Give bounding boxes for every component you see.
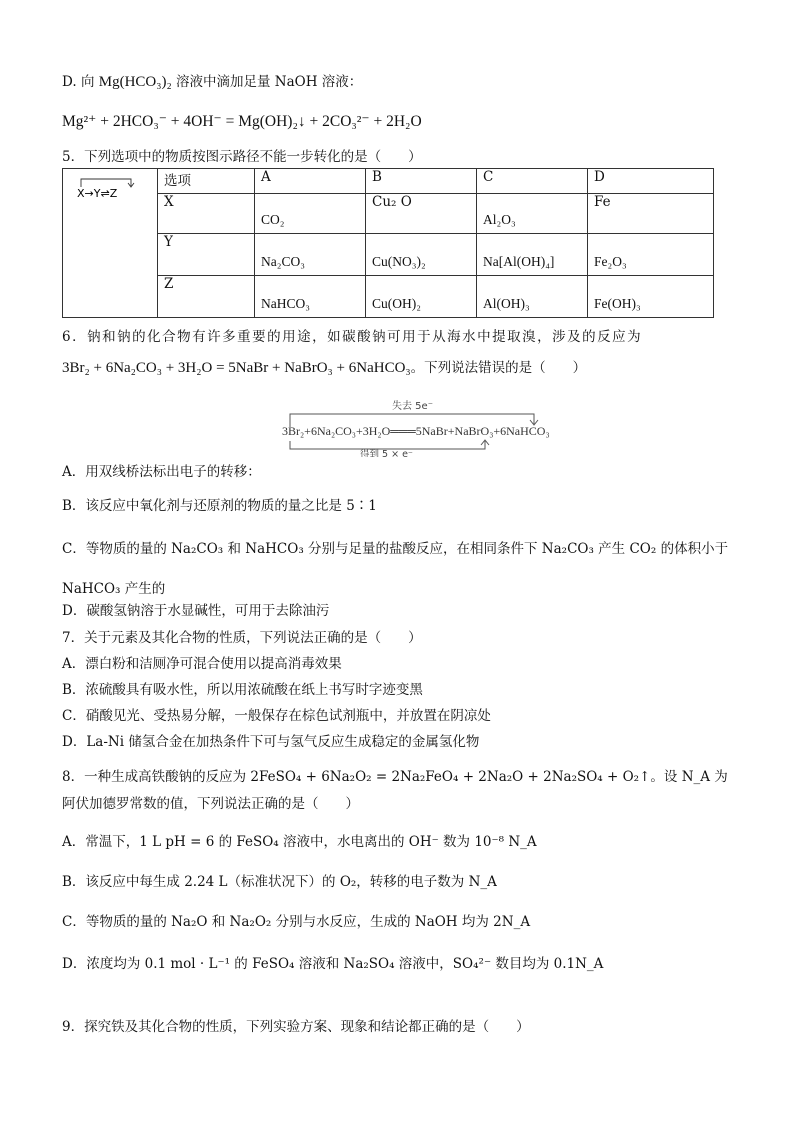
- q6-equation: 3Br₂ + 6Na₂CO₃ + 3H₂O = 5NaBr + NaBrO₃ + 6NaHCO₃: [62, 360, 411, 376]
- cell-x-b: Cu₂ O: [366, 194, 477, 234]
- q8-option-b: B．该反应中每生成 2.24 L（标准状况下）的 O₂，转移的电子数为 N_A: [62, 874, 497, 890]
- diagram-label: X→Y⇌Z: [77, 187, 118, 200]
- q6-option-c: C．等物质的量的 Na₂CO₃ 和 NaHCO₃ 分别与足量的盐酸反应，在相同条件下 Na₂CO₃ 产生 CO₂ 的体积小于 NaHCO₃ 产生的: [62, 541, 729, 597]
- q8-option-d: D．浓度均为 0.1 mol · L⁻¹ 的 FeSO₄ 溶液和 Na₂SO₄ 溶液中，SO₄²⁻ 数目均为 0.1N_A: [62, 956, 604, 972]
- cell-z-c: Al(OH)₃: [477, 276, 588, 318]
- q6-stem: 6．钠和钠的化合物有许多重要的用途，如碳酸钠可用于从海水中提取溴，涉及的反应为: [62, 329, 643, 345]
- q5-diagram-cell: [63, 169, 158, 318]
- q8-option-a: A．常温下，1 L pH = 6 的 FeSO₄ 溶液中，水电离出的 OH⁻ 数为 10⁻⁸ N_A: [62, 834, 537, 850]
- header-b: B: [366, 169, 477, 194]
- electron-transfer-diagram: [280, 397, 640, 457]
- cell-x-a: CO₂: [255, 194, 366, 234]
- double-bridge-diagram: [280, 397, 640, 457]
- cell-z-a: NaHCO₃: [255, 276, 366, 318]
- q7-option-a: A．漂白粉和洁厕净可混合使用以提高消毒效果: [62, 656, 342, 672]
- row-label-y: Y: [158, 234, 255, 276]
- header-a: A: [255, 169, 366, 194]
- q8-option-c: C．等物质的量的 Na₂O 和 Na₂O₂ 分别与水反应，生成的 NaOH 均为 2N_A: [62, 914, 531, 930]
- cell-y-d: Fe₂O₃: [588, 234, 714, 276]
- gain-electrons-label: 得到 5 × e⁻: [360, 449, 413, 457]
- q6-option-b: B．该反应中氧化剂与还原剂的物质的量之比是 5∶1: [62, 498, 377, 514]
- cell-z-b: Cu(OH)₂: [366, 276, 477, 318]
- q7-option-c: C．硝酸见光、受热易分解，一般保存在棕色试剂瓶中，并放置在阴凉处: [62, 708, 491, 724]
- cell-y-a: Na₂CO₃: [255, 234, 366, 276]
- conversion-path-diagram: [69, 173, 151, 207]
- diagram-equation: 3Br₂+6Na₂CO₃+3H₂O═══5NaBr+NaBrO₃+6NaHCO₃: [282, 424, 550, 438]
- q6-stem-line2: 3Br₂ + 6Na₂CO₃ + 3H₂O = 5NaBr + NaBrO₃ + 6NaHCO₃。下列说法错误的是（ ）: [62, 360, 587, 376]
- cell-z-d: Fe(OH)₃: [588, 276, 714, 318]
- q7-stem: 7．关于元素及其化合物的性质，下列说法正确的是（ ）: [62, 630, 422, 646]
- q5-options-table: [62, 168, 714, 318]
- q6-option-a: A．用双线桥法标出电子的转移：: [62, 464, 261, 480]
- cell-x-c: Al₂O₃: [477, 194, 588, 234]
- q4-option-d: D. 向 Mg(HCO₃)₂ 溶液中滴加足量 NaOH 溶液：: [62, 74, 363, 90]
- header-option: 选项: [158, 169, 255, 194]
- lose-electrons-label: 失去 5e⁻: [392, 401, 433, 412]
- q7-option-d: D．La-Ni 储氢合金在加热条件下可与氢气反应生成稳定的金属氢化物: [62, 734, 480, 750]
- header-d: D: [588, 169, 714, 194]
- row-label-z: Z: [158, 276, 255, 318]
- q7-option-b: B．浓硫酸具有吸水性，所以用浓硫酸在纸上书写时字迹变黑: [62, 682, 423, 698]
- row-label-x: X: [158, 194, 255, 234]
- q4d-equation: Mg²⁺ + 2HCO₃⁻ + 4OH⁻ = Mg(OH)₂↓ + 2CO₃²⁻ + 2H₂O: [62, 113, 422, 130]
- header-c: C: [477, 169, 588, 194]
- cell-y-b: Cu(NO₃)₂: [366, 234, 477, 276]
- q8-stem: 8．一种生成高铁酸钠的反应为 2FeSO₄ + 6Na₂O₂ = 2Na₂FeO₄ + 2Na₂O + 2Na₂SO₄ + O₂↑。设 N_A 为阿伏加德罗常数的值，下列说法正确的是（ ）: [62, 769, 728, 812]
- q5-stem: 5．下列选项中的物质按图示路径不能一步转化的是（ ）: [62, 149, 422, 165]
- cell-y-c: Na[Al(OH)₄]: [477, 234, 588, 276]
- cell-x-d: Fe: [588, 194, 714, 234]
- q9-stem: 9．探究铁及其化合物的性质，下列实验方案、现象和结论都正确的是（ ）: [62, 1019, 530, 1035]
- q6-option-d: D．碳酸氢钠溶于水显碱性，可用于去除油污: [62, 603, 330, 619]
- mg-hco3-formula: Mg(HCO₃)₂: [98, 74, 172, 90]
